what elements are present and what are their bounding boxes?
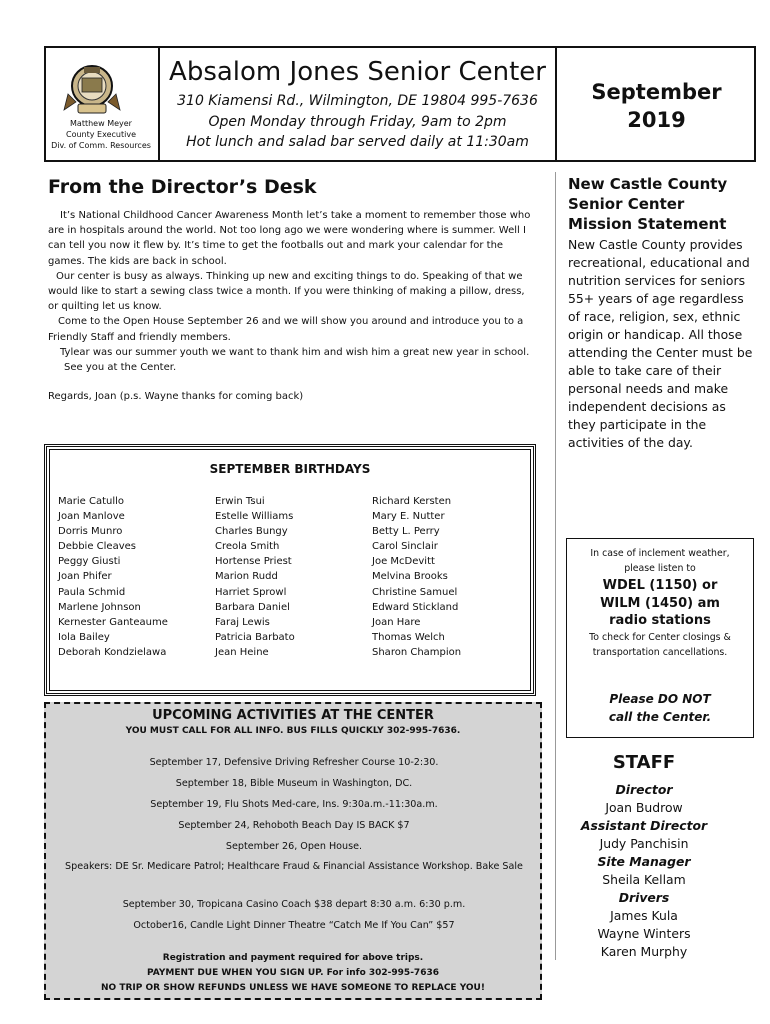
staff-name: Wayne Winters [597,926,691,941]
staff-role: Assistant Director [580,818,708,833]
birthday-name: Charles Bungy [215,526,288,538]
activities-footer: NO TRIP OR SHOW REFUNDS UNLESS WE HAVE SOMEONE TO REPLACE YOU! [101,983,485,993]
birthday-name: Marlene Johnson [58,601,141,613]
mission-heading: New Castle County Senior Center Mission Statement [568,175,728,233]
staff-name: Joan Budrow [605,800,683,815]
birthday-name: Peggy Giusti [58,556,121,568]
activities-footer: Registration and payment required for above trips. [162,953,424,963]
birthday-name: Joan Hare [372,616,421,628]
birthday-name: Thomas Welch [372,631,445,643]
activity-item: Speakers: DE Sr. Medicare Patrol; Healthcare Fraud & Financial Assistance Workshop. Bake Sale [65,861,523,872]
activity-item: September 17, Defensive Driving Refresher Course 10-2:30. [149,757,439,768]
activities-footer: PAYMENT DUE WHEN YOU SIGN UP. For info 302-995-7636 [147,968,439,978]
radio-stations: WDEL (1150) or WILM (1450) am radio stations [600,578,720,628]
birthday-name: Paula Schmid [58,586,126,598]
staff-name: Sheila Kellam [602,872,686,887]
issue-year: 2019 [627,108,686,132]
activity-item: September 24, Rehoboth Beach Day IS BACK $7 [178,820,410,831]
director-heading: From the Director’s Desk [48,176,317,198]
center-name: Absalom Jones Senior Center [169,57,546,87]
birthday-name: Marion Rudd [215,571,278,583]
staff-name: James Kula [610,908,678,923]
birthday-column [58,494,168,660]
birthday-name: Joan Manlove [58,511,125,523]
director-paragraph: Come to the Open House September 26 and we will show you around and introduce you to a Friendly Staff and friendly members. [48,316,524,343]
activity-item: September 26, Open House. [225,841,363,852]
birthday-name: Joe McDevitt [372,556,435,568]
activity-item: October16, Candle Light Dinner Theatre “Catch Me If You Can” $57 [133,920,455,931]
mission-statement: New Castle County provides recreational, educational and nutrition services for seniors 55+ years of age regardless of race, religion, sex, ethnic origin or handicap. All those attending the Center must be able to take care of their personal needs and make independent decisions as they participate in the activities of the day. [568,237,753,450]
birthday-name: Barbara Daniel [215,601,290,613]
birthday-name: Debbie Cleaves [58,541,136,553]
birthday-name: Patricia Barbato [215,631,295,643]
director-signoff: Regards, Joan (p.s. Wayne thanks for coming back) [48,391,304,403]
birthday-name: Richard Kersten [372,496,452,507]
activities-subheading: YOU MUST CALL FOR ALL INFO. BUS FILLS QUICKLY 302-995-7636. [125,726,461,736]
weather-intro: In case of inclement weather, please listen to [590,548,730,574]
birthday-name: Carol Sinclair [372,541,438,553]
executive-title: County Executive [66,130,136,139]
center-address: 310 Kiamensi Rd., Wilmington, DE 19804 995-7636 [177,93,538,109]
birthday-name: Sharon Champion [372,646,462,658]
birthday-name: Harriet Sprowl [215,586,287,598]
staff-name: Karen Murphy [600,944,688,959]
birthday-heading: SEPTEMBER BIRTHDAYS [209,462,371,476]
birthday-name: Edward Stickland [372,601,459,613]
division-name: Div. of Comm. Resources [51,141,151,150]
activities-heading: UPCOMING ACTIVITIES AT THE CENTER [152,708,434,723]
issue-date [557,78,756,134]
activity-item: September 19, Flu Shots Med-care, Ins. 9:30a.m.-11:30a.m. [150,799,438,810]
birthday-name: Jean Heine [215,646,269,658]
birthday-name: Erwin Tsui [215,496,265,507]
issue-month: September [591,80,722,104]
birthday-name: Hortense Priest [215,556,292,568]
birthday-name: Melvina Brooks [372,571,448,583]
activity-item: September 18, Bible Museum in Washington, DC. [175,778,413,789]
staff-role: Director [615,782,673,797]
staff-heading: STAFF [612,752,676,773]
dont-call-notice: Please DO NOT call the Center. [608,692,712,724]
birthday-name: Deborah Kondzielawa [58,646,167,658]
executive-name: Matthew Meyer [70,119,132,128]
center-hours: Open Monday through Friday, 9am to 2pm [208,114,507,130]
birthday-name: Marie Catullo [58,496,125,507]
birthday-name: Faraj Lewis [215,616,270,628]
birthday-column [372,494,461,660]
birthday-name: Mary E. Nutter [372,511,445,523]
director-paragraph: Tylear was our summer youth we want to thank him and wish him a great new year in school. [60,346,530,358]
director-paragraph: It’s National Childhood Cancer Awareness Month let’s take a moment to remember those who are in hospitals around the world. Not too long ago we were wondering where is summer. Well I can tell you now it flew by. It’s time to get the footballs out and mark your calendar for the games. The kids are back in school. [48,210,531,267]
director-letter [48,208,532,404]
director-paragraph: Our center is busy as always. Thinking up new and exciting things to do. Speaking of that we would like to start a sewing class twice a month. If you were thinking of making a pillow, dress, or quilting let us know. [48,270,525,313]
birthday-name: Kernester Ganteaume [58,616,168,628]
birthday-name: Dorris Munro [58,526,123,538]
sidebar-rule [555,172,556,960]
lunch-info: Hot lunch and salad bar served daily at 11:30am [186,134,529,150]
birthday-name: Betty L. Perry [372,526,440,538]
birthday-name: Estelle Williams [215,511,294,523]
director-paragraph: See you at the Center. [64,362,177,374]
birthday-name: Iola Bailey [58,631,110,643]
activity-item: September 30, Tropicana Casino Coach $38 depart 8:30 a.m. 6:30 p.m. [122,899,466,910]
birthday-name: Joan Phifer [58,571,112,583]
county-seal-icon [62,64,122,120]
birthday-name: Creola Smith [215,541,280,553]
staff-role: Drivers [618,890,670,905]
birthday-column [215,494,295,660]
staff-role: Site Manager [597,854,691,869]
staff-name: Judy Panchisin [599,836,689,851]
birthday-name: Christine Samuel [372,586,458,598]
weather-check: To check for Center closings & transportation cancellations. [589,632,731,658]
